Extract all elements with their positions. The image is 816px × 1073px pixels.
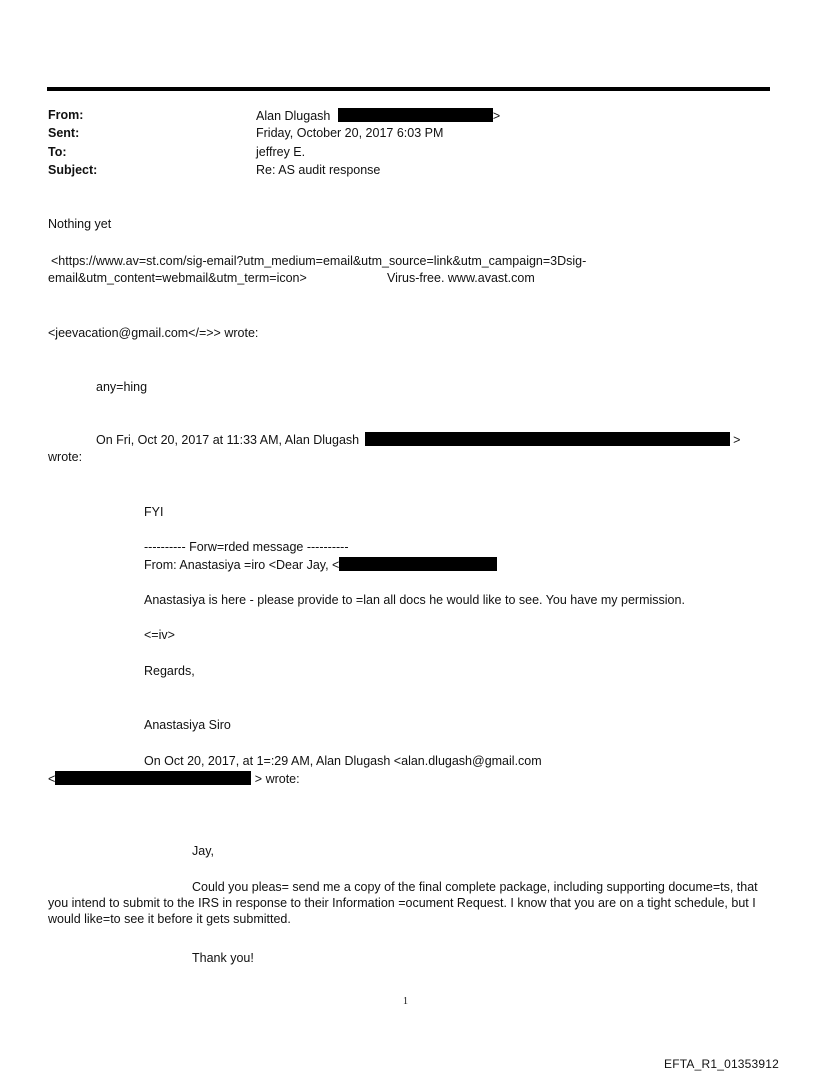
div-tag-text: <=iv> [144,628,175,642]
regards-text: Regards, [144,664,195,678]
subject-label: Subject: [48,163,98,177]
forwarded-message-header: ---------- Forw=rded message ---------- [144,540,349,554]
from-suffix: > [492,109,501,123]
alan-email-line [48,771,300,786]
from-anastasiya-text: From: Anastasiya =iro <Dear Jay, < [144,558,340,572]
to-value: jeffrey E. [256,145,306,159]
request-paragraph: Could you pleas= send me a copy of the final complete package, including supporting docume=ts, that you intend to submit to the IRS in response to their Information =ocument Request. I know that you are on a tight schedule, but I would like=to see it before it gets submitted. [48,880,758,926]
redaction-bar [338,108,493,122]
from-name: Alan Dlugash [256,109,331,123]
signature-name: Anastasiya Siro [144,718,231,732]
thank-you-text: Thank you! [192,951,254,965]
subject-value: Re: AS audit response [256,163,381,177]
on-fri-text: On Fri, Oct 20, 2017 at 11:33 AM, Alan Dlugash [96,433,360,447]
redaction-bar [365,432,730,446]
redaction-bar [339,557,497,571]
to-label: To: [48,145,67,159]
lt-prefix: < [48,772,56,786]
from-value [256,108,500,123]
wrote-label: wrote: [48,450,83,464]
on-oct-line: On Oct 20, 2017, at 1=:29 AM, Alan Dlugash <alan.dlugash@gmail.com [144,754,542,768]
jeevacation-wrote: <jeevacation@gmail.com</=>> wrote: [48,326,259,340]
anything-text: any=hing [96,380,148,394]
redaction-bar [55,771,251,785]
anastasiya-message: Anastasiya is here - please provide to =lan all docs he would like to see. You have my permission. [144,593,685,607]
sent-value: Friday, October 20, 2017 6:03 PM [256,126,444,140]
header-divider [47,87,770,91]
from-label: From: [48,108,84,122]
avast-link-line2: email&utm_content=webmail&utm_term=icon> [48,271,307,285]
fyi-text: FYI [144,505,164,519]
sent-label: Sent: [48,126,80,140]
wrote-suffix: > wrote: [254,772,300,786]
bates-number: EFTA_R1_01353912 [664,1057,780,1071]
on-fri-line [96,432,740,447]
from-anastasiya-line [144,557,497,572]
page-number: 1 [403,996,408,1007]
avast-link-line1: <https://www.av=st.com/sig-email?utm_medium=email&utm_source=link&utm_campaign=3Dsig- [51,254,587,268]
on-fri-suffix: > [733,433,741,447]
avast-virus-free-text: Virus-free. www.avast.com [387,271,535,285]
jay-greeting: Jay, [192,844,214,858]
nothing-yet-text: Nothing yet [48,217,112,231]
